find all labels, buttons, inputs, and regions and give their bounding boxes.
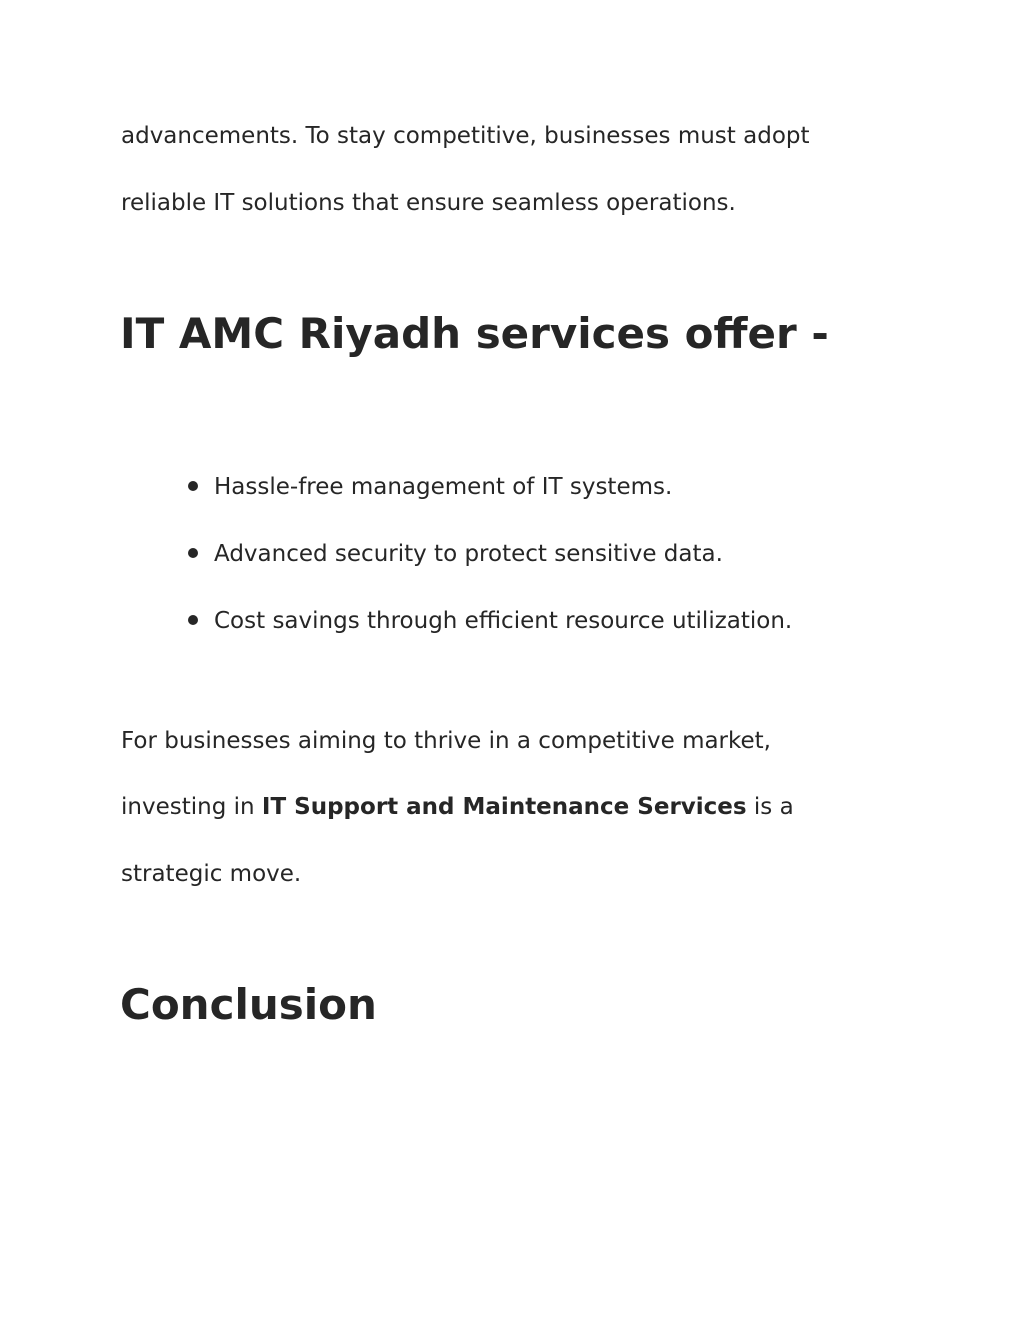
bullet-icon <box>188 481 198 491</box>
closing-line-2 <box>121 792 794 822</box>
list-item-text: Cost savings through efficient resource utilization. <box>214 608 793 634</box>
list-item-text: Advanced security to protect sensitive data. <box>214 541 723 567</box>
closing-line-3: strategic move. <box>121 861 302 887</box>
closing-line-2-start: investing in <box>121 794 262 820</box>
intro-line-2: reliable IT solutions that ensure seamless operations. <box>121 190 736 216</box>
closing-line-1: For businesses aiming to thrive in a competitive market, <box>121 728 771 754</box>
list-item <box>188 606 792 636</box>
list-item-text: Hassle-free management of IT systems. <box>214 474 673 500</box>
intro-line-1: advancements. To stay competitive, businesses must adopt <box>121 123 810 149</box>
list-item <box>188 539 723 569</box>
bullet-icon <box>188 548 198 558</box>
section-heading-services: IT AMC Riyadh services offer - <box>120 309 829 358</box>
bullet-icon <box>188 615 198 625</box>
closing-line-2-end: is a <box>746 794 794 820</box>
service-name-emphasis: IT Support and Maintenance Services <box>261 794 747 820</box>
section-heading-conclusion: Conclusion <box>120 980 377 1029</box>
list-item <box>188 472 672 502</box>
